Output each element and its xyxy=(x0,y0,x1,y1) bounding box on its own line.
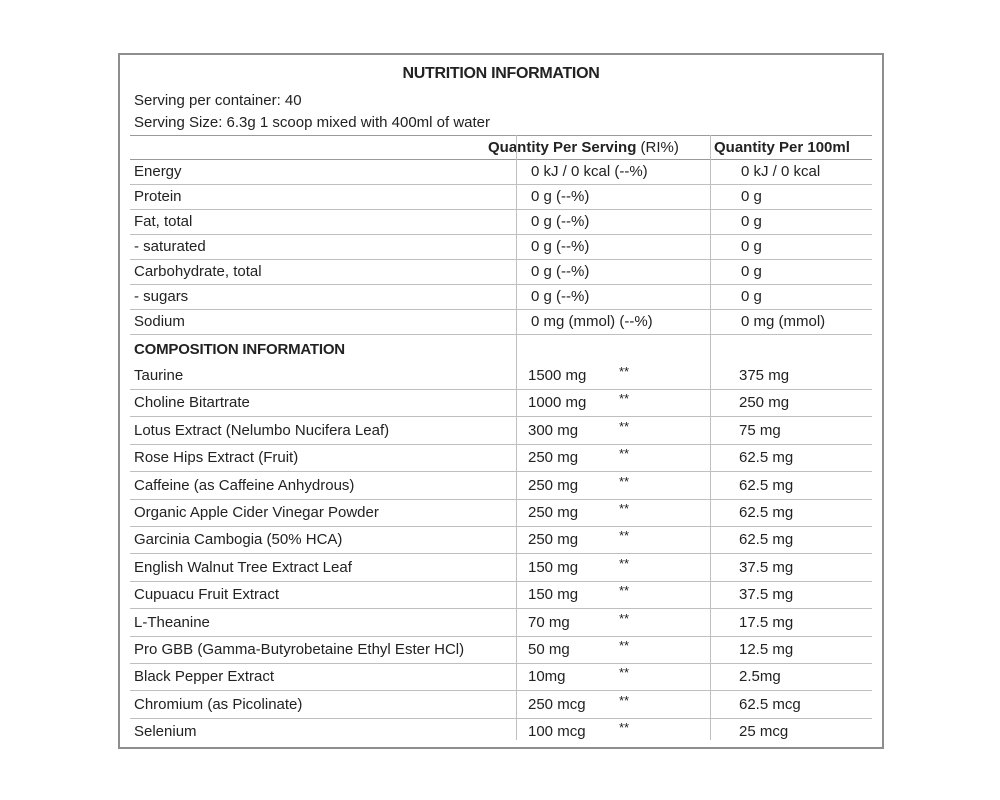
nutrition-panel xyxy=(118,53,884,749)
ingredient-name: Black Pepper Extract xyxy=(134,668,275,685)
per-100ml-value: 37.5 mg xyxy=(739,586,794,603)
row-divider xyxy=(130,581,872,582)
ingredient-name: Lotus Extract (Nelumbo Nucifera Leaf) xyxy=(134,422,390,439)
header-per-100ml: Quantity Per 100ml xyxy=(714,139,850,156)
per-100ml-value: 0 g xyxy=(741,263,762,280)
row-divider xyxy=(130,718,872,719)
ingredient-name: Selenium xyxy=(134,723,197,740)
ingredient-name: Organic Apple Cider Vinegar Powder xyxy=(134,504,379,521)
nutrient-name: Fat, total xyxy=(134,213,193,230)
per-serving-value: 150 mg xyxy=(528,586,579,603)
ingredient-name: Caffeine (as Caffeine Anhydrous) xyxy=(134,477,355,494)
serving-per-container: Serving per container: 40 xyxy=(134,92,302,109)
column-divider xyxy=(516,135,517,740)
header-per-serving-label: Quantity Per Serving xyxy=(488,139,637,156)
ri-marker: ** xyxy=(619,419,630,434)
nutrient-name: - sugars xyxy=(134,288,189,305)
row-divider xyxy=(130,284,872,285)
row-divider xyxy=(130,663,872,664)
ri-marker: ** xyxy=(619,720,630,735)
nutrient-name: Carbohydrate, total xyxy=(134,263,262,280)
per-serving-value: 0 g (--%) xyxy=(531,288,590,305)
per-100ml-value: 75 mg xyxy=(739,422,781,439)
ingredient-name: Rose Hips Extract (Fruit) xyxy=(134,449,299,466)
per-serving-value: 1500 mg xyxy=(528,367,587,384)
row-divider xyxy=(130,526,872,527)
per-100ml-value: 250 mg xyxy=(739,394,790,411)
panel-title: NUTRITION INFORMATION xyxy=(402,65,600,82)
ingredient-name: Pro GBB (Gamma-Butyrobetaine Ethyl Ester HCl) xyxy=(134,641,465,658)
per-serving-value: 300 mg xyxy=(528,422,579,439)
ri-marker: ** xyxy=(619,501,630,516)
ri-marker: ** xyxy=(619,611,630,626)
per-100ml-value: 62.5 mg xyxy=(739,504,794,521)
row-divider xyxy=(130,209,872,210)
per-serving-value: 0 g (--%) xyxy=(531,238,590,255)
column-divider xyxy=(710,135,711,740)
per-100ml-value: 62.5 mg xyxy=(739,531,794,548)
per-serving-value: 250 mg xyxy=(528,504,579,521)
row-divider xyxy=(130,184,872,185)
ingredient-name: Chromium (as Picolinate) xyxy=(134,696,303,713)
header-ri: (RI%) xyxy=(636,139,679,156)
nutrient-name: Protein xyxy=(134,188,182,205)
per-100ml-value: 62.5 mcg xyxy=(739,696,801,713)
per-serving-value: 100 mcg xyxy=(528,723,586,740)
row-divider xyxy=(130,309,872,310)
per-100ml-value: 17.5 mg xyxy=(739,614,794,631)
per-serving-value: 1000 mg xyxy=(528,394,587,411)
row-divider xyxy=(130,499,872,500)
row-divider xyxy=(130,553,872,554)
ri-marker: ** xyxy=(619,665,630,680)
nutrient-name: Energy xyxy=(134,163,182,180)
nutrient-name: - saturated xyxy=(134,238,206,255)
ri-marker: ** xyxy=(619,528,630,543)
per-serving-value: 250 mg xyxy=(528,449,579,466)
row-divider xyxy=(130,444,872,445)
row-divider xyxy=(130,334,872,335)
per-serving-value: 0 g (--%) xyxy=(531,188,590,205)
per-serving-value: 250 mcg xyxy=(528,696,586,713)
per-serving-value: 150 mg xyxy=(528,559,579,576)
row-divider xyxy=(130,234,872,235)
per-serving-value: 0 mg (mmol) (--%) xyxy=(531,313,653,330)
column-headers xyxy=(120,139,882,159)
ri-marker: ** xyxy=(619,446,630,461)
nutrient-name: Sodium xyxy=(134,313,185,330)
per-100ml-value: 2.5mg xyxy=(739,668,781,685)
ingredient-name: Taurine xyxy=(134,367,184,384)
per-serving-value: 250 mg xyxy=(528,531,579,548)
per-100ml-value: 62.5 mg xyxy=(739,477,794,494)
ri-marker: ** xyxy=(619,583,630,598)
per-100ml-value: 37.5 mg xyxy=(739,559,794,576)
divider xyxy=(130,135,872,136)
per-100ml-value: 0 kJ / 0 kcal xyxy=(741,163,821,180)
per-serving-value: 70 mg xyxy=(528,614,570,631)
row-divider xyxy=(130,259,872,260)
ingredient-name: L-Theanine xyxy=(134,614,210,631)
per-100ml-value: 0 g xyxy=(741,288,762,305)
per-100ml-value: 0 g xyxy=(741,188,762,205)
composition-title: COMPOSITION INFORMATION xyxy=(134,341,345,358)
ingredient-name: Choline Bitartrate xyxy=(134,394,250,411)
per-serving-value: 10mg xyxy=(528,668,566,685)
row-divider xyxy=(130,608,872,609)
ri-marker: ** xyxy=(619,556,630,571)
row-divider xyxy=(130,690,872,691)
per-100ml-value: 62.5 mg xyxy=(739,449,794,466)
per-serving-value: 0 g (--%) xyxy=(531,263,590,280)
per-100ml-value: 375 mg xyxy=(739,367,790,384)
divider xyxy=(130,159,872,160)
row-divider xyxy=(130,389,872,390)
ri-marker: ** xyxy=(619,693,630,708)
per-serving-value: 250 mg xyxy=(528,477,579,494)
per-serving-value: 0 kJ / 0 kcal (--%) xyxy=(531,163,648,180)
row-divider xyxy=(130,471,872,472)
ri-marker: ** xyxy=(619,638,630,653)
per-serving-value: 50 mg xyxy=(528,641,570,658)
ri-marker: ** xyxy=(619,474,630,489)
per-100ml-value: 12.5 mg xyxy=(739,641,794,658)
ingredient-name: Garcinia Cambogia (50% HCA) xyxy=(134,531,343,548)
per-100ml-value: 0 g xyxy=(741,238,762,255)
per-serving-value: 0 g (--%) xyxy=(531,213,590,230)
per-100ml-value: 25 mcg xyxy=(739,723,789,740)
row-divider xyxy=(130,636,872,637)
per-100ml-value: 0 g xyxy=(741,213,762,230)
ri-marker: ** xyxy=(619,391,630,406)
ingredient-name: Cupuacu Fruit Extract xyxy=(134,586,280,603)
serving-size: Serving Size: 6.3g 1 scoop mixed with 400ml of water xyxy=(134,114,491,131)
per-100ml-value: 0 mg (mmol) xyxy=(741,313,826,330)
row-divider xyxy=(130,416,872,417)
ri-marker: ** xyxy=(619,364,630,379)
ingredient-name: English Walnut Tree Extract Leaf xyxy=(134,559,352,576)
